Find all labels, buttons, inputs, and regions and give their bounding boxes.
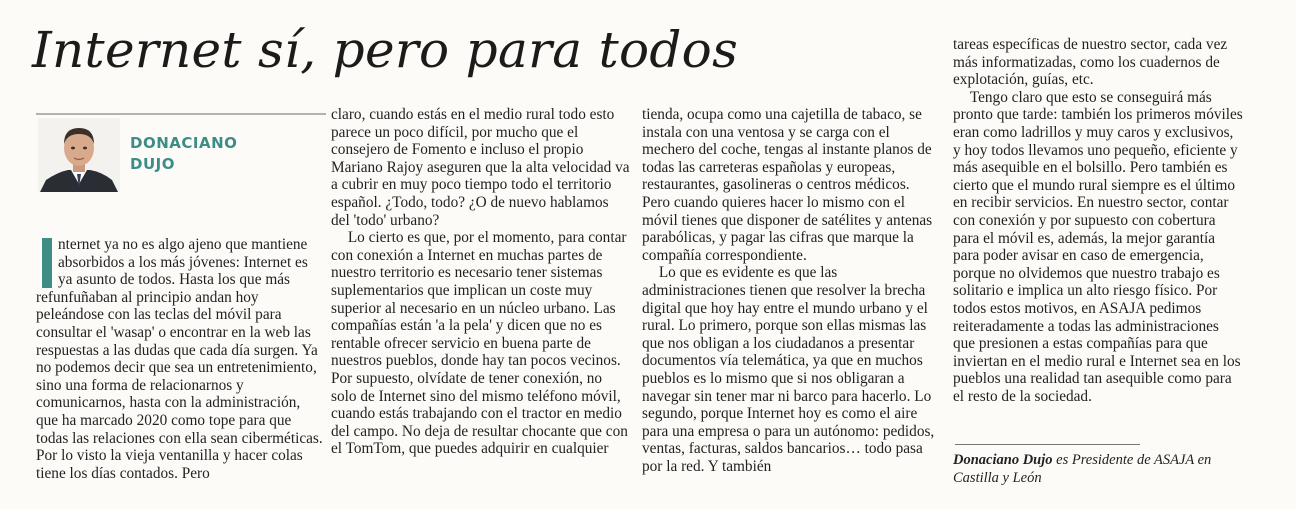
author-first-name: DONACIANO — [130, 134, 238, 152]
signature-name: Donaciano Dujo — [953, 452, 1053, 468]
article-column-2 — [331, 106, 631, 458]
author-signature — [953, 451, 1233, 487]
article-column-4 — [953, 36, 1243, 405]
author-last-name: DUJO — [130, 155, 175, 173]
article-column-1 — [36, 236, 326, 482]
column-1-paragraph — [36, 236, 326, 482]
header-rule — [36, 113, 326, 115]
column-4-paragraph-2: Tengo claro que esto se conseguirá más pronto que tarde: también los primeros móviles eran como ladrillos y muy caros y exclusivos, y hoy todos llevamos uno pequeño, eficiente y más asequible en el bolsillo. Pero también es cierto que el mundo rural siempre es el último en recibir servicios. En nuestro sector, contar con conexión y por supuesto con cobertura para el móvil es, además, la mejor garantía para poder avisar en caso de emergencia, porque no olvidemos que nuestro trabajo es solitario e implica un alto riesgo físico. Por todos estos motivos, en ASAJA pedimos reiteradamente a todas las administraciones que presionen a estas compañías para que inviertan en el medio rural e Internet sea en los pueblos una realidad tan asequible como para el resto de la sociedad. — [953, 88, 1243, 405]
column-4-paragraph-1: tareas específicas de nuestro sector, cada vez más informatizadas, como los cuadernos de explotación, guías, etc. — [953, 36, 1228, 89]
column-2-paragraph-1: claro, cuando estás en el medio rural todo esto parece un poco difícil, por mucho que el consejero de Fomento e incluso el propio Mariano Rajoy aseguren que la alta velocidad va a cubrir en muy poco tiempo todo el territorio español. ¿Todo, todo? ¿O de nuevo hablamos del 'todo' urbano? — [331, 106, 630, 229]
column-3-paragraph-2: Lo que es evidente es que las administraciones tienen que resolver la brecha digital que hoy hay entre el mundo urbano y el rural. Lo primero, porque son ellas mismas las que nos obligan a los ciudadanos a presentar documentos vía telemática, ya que en muchos pueblos es lo mismo que si nos obligaran a navegar sin tener mar ni barco para hacerlo. Lo segundo, porque Internet hoy es como el aire para una empresa o para un autónomo: pedidos, ventas, facturas, saldos bancarios… todo pasa por la red. Y también — [642, 264, 935, 475]
signature-rule — [955, 444, 1140, 445]
author-byline — [130, 133, 237, 175]
column-2-paragraph-2: Lo cierto es que, por el momento, para contar con conexión a Internet en muchas partes de nuestro territorio es necesario tener sistemas suplementarios que implican un coste muy superior al necesario en un núcleo urbano. Las compañías están 'a la pela' y dicen que no es rentable ofrecer servicio en buena parte de nuestros pueblos, donde hay tan pocos vecinos. Por supuesto, olvídate de tener conexión, no solo de Internet sino del mismo teléfono móvil, cuando estás trabajando con el tractor en medio del campo. No deja de resultar chocante que con el TomTom, que puedes adquirir en cualquier — [331, 229, 628, 458]
article-column-3 — [642, 106, 940, 475]
drop-cap — [42, 238, 52, 288]
author-photo — [38, 118, 120, 192]
column-1-text: nternet ya no es algo ajeno que mantiene absorbidos a los más jóvenes: Internet es ya asunto de todos. Hasta los que más refunfuñaban al principio andan hoy peleándose con las teclas del móvil para consultar el 'wasap' o encontrar en la web las respuestas a las dudas que cada día surgen. Ya no podemos decir que sea un entretenimiento, sino una forma de relacionarnos y comunicarnos, hasta con la administración, que ha marcado 2020 como tope para que todas las relaciones con ella sean ciberméticas. Por lo visto la vieja ventanilla y hacer colas tiene los días contados. Pero — [36, 236, 323, 482]
signature-role: es Presidente de ASAJA en Castilla y León — [953, 452, 1212, 486]
column-3-paragraph-1: tienda, ocupa como una cajetilla de tabaco, se instala con una ventosa y se carga con el mechero del coche, tengas al instante planos de todas las carreteras españolas y europeas, restaurantes, gasolineras o centros médicos. Pero cuando quieres hacer lo mismo con el móvil tienes que disponer de satélites y antenas parabólicas, y pagar las cifras que marque la compañía correspondiente. — [642, 106, 933, 264]
article-title: Internet sí, pero para todos — [32, 21, 739, 79]
